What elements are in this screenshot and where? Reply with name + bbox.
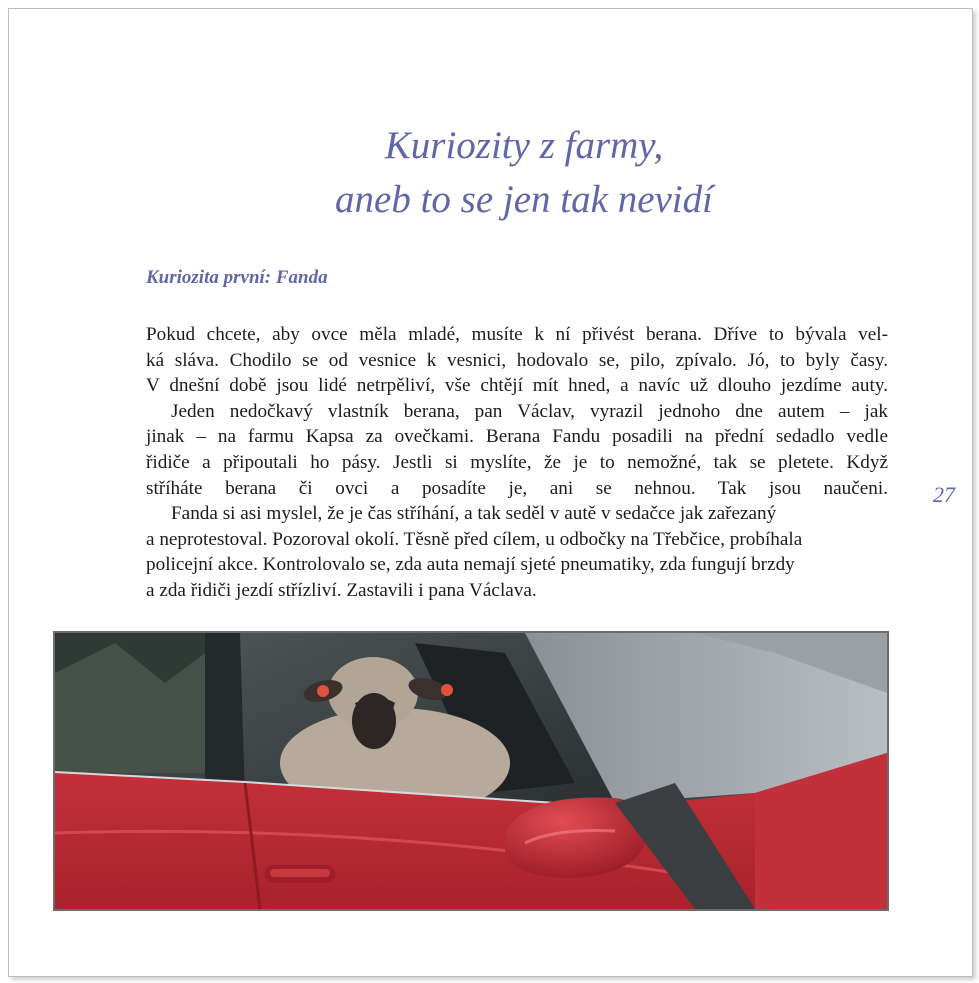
text-line: Fanda si asi myslel, že je čas stříhání, a tak seděl v autě v sedačce jak zařezaný [171,503,777,525]
text-line: řidiče a připoutali ho pásy. Jestli si myslíte, že je to nemožné, tak se pletete. Když [146,451,888,473]
text-line: ká sláva. Chodilo se od vesnice k vesnici, hodovalo se, pilo, zpívalo. Jó, to byly časy. [146,349,888,371]
chapter-title-line-2: aneb to se jen tak nevidí [335,178,713,221]
section-subheading: Kuriozita první: Fanda [146,267,328,288]
text-line: stříháte berana či ovci a posadíte je, ani se nehnou. Tak jsou naučeni. [146,477,888,499]
text-line: a zda řidiči jezdí střízliví. Zastavili i pana Václava. [146,579,537,601]
page-number: 27 [933,482,955,507]
paragraph-1 [146,322,888,399]
paragraph-3 [146,501,888,603]
text-line: a neprotestoval. Pozoroval okolí. Těsně před cílem, u odbočky na Třebčice, probíhala [146,528,803,550]
photo-sheep-in-car [53,631,889,911]
paragraph-2 [146,399,888,501]
text-line: jinak – na farmu Kapsa za ovečkami. Berana Fandu posadili na přední sedadlo vedle [146,426,888,448]
chapter-title-line-1: Kuriozity z farmy, [384,124,664,167]
text-line: V dnešní době jsou lidé netrpěliví, vše chtějí mít hned, a navíc už dlouho jezdíme auty. [146,375,888,397]
text-line: policejní akce. Kontrolovalo se, zda auta nemají sjeté pneumatiky, zda fungují brzdy [146,554,795,576]
body-text [146,322,888,604]
text-line: Jeden nedočkavý vlastník berana, pan Václav, vyrazil jednoho dne autem – jak [171,400,888,422]
book-page [8,8,973,977]
text-line: Pokud chcete, aby ovce měla mladé, musíte k ní přivést berana. Dříve to bývala vel- [146,324,888,345]
chapter-title [9,119,979,227]
